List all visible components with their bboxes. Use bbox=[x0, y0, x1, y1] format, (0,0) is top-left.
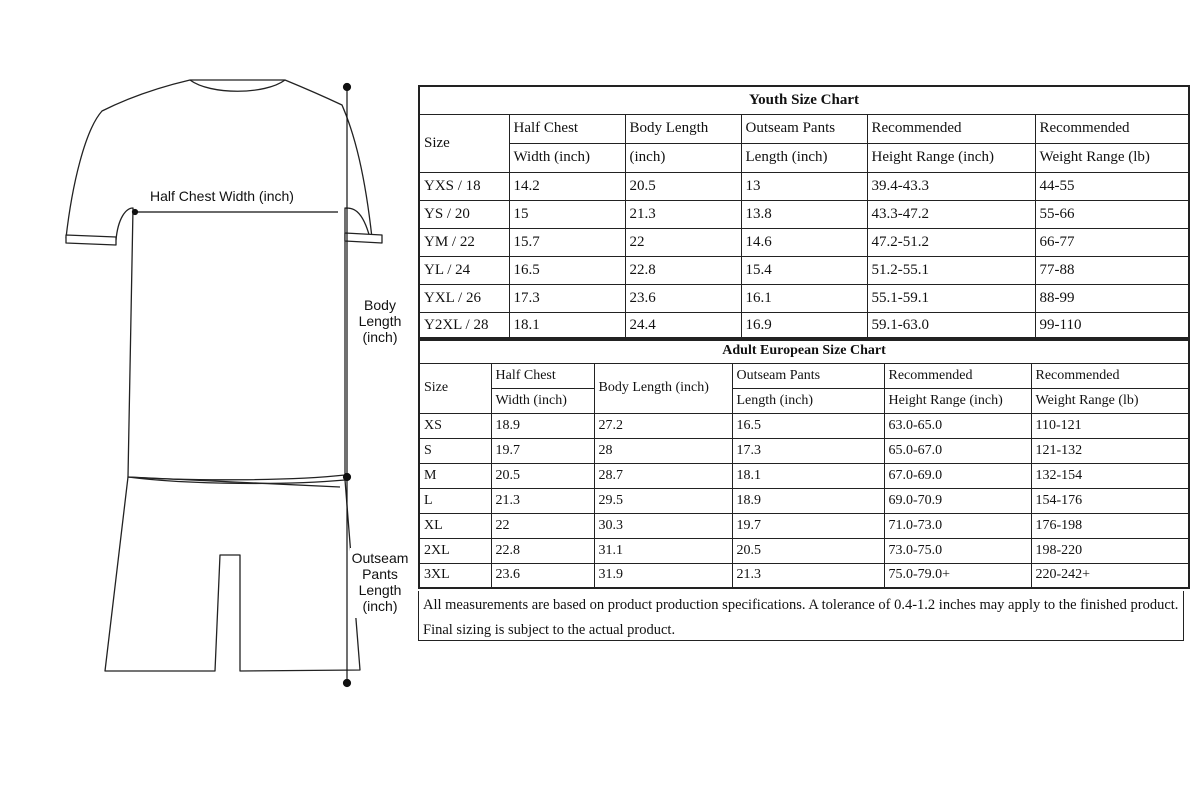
youth-cell: YXS / 18 bbox=[419, 172, 509, 200]
youth-title: Youth Size Chart bbox=[419, 86, 1189, 114]
youth-cell: 59.1-63.0 bbox=[867, 312, 1035, 340]
adult-cell: XS bbox=[419, 413, 491, 438]
youth-cell: 16.1 bbox=[741, 284, 867, 312]
right-cuff bbox=[345, 233, 382, 243]
adult-header-size: Size bbox=[419, 363, 491, 413]
youth-header-outseam-2: Length (inch) bbox=[741, 143, 867, 172]
adult-cell: 21.3 bbox=[491, 488, 594, 513]
adult-header-height-2: Height Range (inch) bbox=[884, 388, 1031, 413]
youth-header-size: Size bbox=[419, 114, 509, 172]
adult-cell: 19.7 bbox=[491, 438, 594, 463]
youth-header-weight-2: Weight Range (lb) bbox=[1035, 143, 1189, 172]
adult-cell: 198-220 bbox=[1031, 538, 1189, 563]
adult-cell: 20.5 bbox=[732, 538, 884, 563]
adult-cell: 75.0-79.0+ bbox=[884, 563, 1031, 588]
outseam-label-1: Outseam bbox=[351, 550, 409, 566]
adult-row bbox=[419, 413, 1189, 438]
adult-cell: 121-132 bbox=[1031, 438, 1189, 463]
adult-cell: 132-154 bbox=[1031, 463, 1189, 488]
adult-cell: 22.8 bbox=[491, 538, 594, 563]
adult-cell: XL bbox=[419, 513, 491, 538]
youth-cell: 88-99 bbox=[1035, 284, 1189, 312]
adult-cell: 23.6 bbox=[491, 563, 594, 588]
adult-cell: 65.0-67.0 bbox=[884, 438, 1031, 463]
youth-cell: YL / 24 bbox=[419, 256, 509, 284]
adult-size-table bbox=[418, 337, 1190, 589]
youth-cell: 17.3 bbox=[509, 284, 625, 312]
youth-row bbox=[419, 284, 1189, 312]
adult-cell: L bbox=[419, 488, 491, 513]
youth-header-body-length-1: Body Length bbox=[625, 114, 741, 143]
adult-cell: S bbox=[419, 438, 491, 463]
adult-cell: 31.9 bbox=[594, 563, 732, 588]
outseam-label-2: Pants bbox=[362, 566, 398, 582]
adult-cell: 69.0-70.9 bbox=[884, 488, 1031, 513]
youth-header-height-2: Height Range (inch) bbox=[867, 143, 1035, 172]
youth-cell: YS / 20 bbox=[419, 200, 509, 228]
adult-cell: 71.0-73.0 bbox=[884, 513, 1031, 538]
youth-cell: 15.4 bbox=[741, 256, 867, 284]
adult-cell: 67.0-69.0 bbox=[884, 463, 1031, 488]
outseam-label-3: Length bbox=[358, 582, 402, 598]
adult-cell: 28.7 bbox=[594, 463, 732, 488]
adult-cell: 16.5 bbox=[732, 413, 884, 438]
adult-cell: 110-121 bbox=[1031, 413, 1189, 438]
adult-cell: 27.2 bbox=[594, 413, 732, 438]
youth-row bbox=[419, 200, 1189, 228]
adult-cell: 176-198 bbox=[1031, 513, 1189, 538]
youth-cell: YM / 22 bbox=[419, 228, 509, 256]
adult-cell: 154-176 bbox=[1031, 488, 1189, 513]
youth-cell: 51.2-55.1 bbox=[867, 256, 1035, 284]
youth-row bbox=[419, 312, 1189, 340]
youth-cell: 18.1 bbox=[509, 312, 625, 340]
youth-row bbox=[419, 256, 1189, 284]
youth-header-half-chest-2: Width (inch) bbox=[509, 143, 625, 172]
adult-table-body bbox=[419, 413, 1189, 588]
youth-cell: YXL / 26 bbox=[419, 284, 509, 312]
measurement-note: All measurements are based on product production specifications. A tolerance of 0.4-1.2 inches may apply to the finished product. Final sizing is subject to the actual product. bbox=[418, 591, 1184, 641]
outseam-label-4: (inch) bbox=[362, 598, 398, 614]
adult-cell: 21.3 bbox=[732, 563, 884, 588]
shirt-outline bbox=[66, 80, 372, 480]
youth-cell: 22 bbox=[625, 228, 741, 256]
adult-row bbox=[419, 488, 1189, 513]
shorts-outline bbox=[105, 477, 360, 671]
youth-header-body-length-2: (inch) bbox=[625, 143, 741, 172]
youth-cell: 77-88 bbox=[1035, 256, 1189, 284]
youth-header-half-chest-1: Half Chest bbox=[509, 114, 625, 143]
youth-cell: 66-77 bbox=[1035, 228, 1189, 256]
youth-cell: 16.5 bbox=[509, 256, 625, 284]
adult-cell: 220-242+ bbox=[1031, 563, 1189, 588]
adult-row bbox=[419, 513, 1189, 538]
adult-cell: 18.9 bbox=[732, 488, 884, 513]
adult-cell: 18.9 bbox=[491, 413, 594, 438]
half-chest-label: Half Chest Width (inch) bbox=[150, 188, 294, 204]
adult-cell: 31.1 bbox=[594, 538, 732, 563]
adult-cell: 3XL bbox=[419, 563, 491, 588]
adult-row bbox=[419, 538, 1189, 563]
youth-header-weight-1: Recommended bbox=[1035, 114, 1189, 143]
youth-cell: 21.3 bbox=[625, 200, 741, 228]
youth-cell: 55-66 bbox=[1035, 200, 1189, 228]
adult-header-weight-1: Recommended bbox=[1031, 363, 1189, 388]
youth-table-body bbox=[419, 172, 1189, 340]
youth-cell: 22.8 bbox=[625, 256, 741, 284]
adult-header-height-1: Recommended bbox=[884, 363, 1031, 388]
youth-cell: 14.6 bbox=[741, 228, 867, 256]
youth-cell: 14.2 bbox=[509, 172, 625, 200]
youth-cell: 16.9 bbox=[741, 312, 867, 340]
youth-cell: Y2XL / 28 bbox=[419, 312, 509, 340]
garment-diagram bbox=[40, 75, 420, 725]
youth-cell: 24.4 bbox=[625, 312, 741, 340]
adult-cell: 30.3 bbox=[594, 513, 732, 538]
youth-cell: 13.8 bbox=[741, 200, 867, 228]
adult-cell: 73.0-75.0 bbox=[884, 538, 1031, 563]
adult-header-half-chest-2: Width (inch) bbox=[491, 388, 594, 413]
adult-cell: 28 bbox=[594, 438, 732, 463]
adult-cell: 20.5 bbox=[491, 463, 594, 488]
adult-cell: 19.7 bbox=[732, 513, 884, 538]
adult-header-body-length: Body Length (inch) bbox=[594, 363, 732, 413]
youth-size-table bbox=[418, 85, 1190, 341]
adult-cell: 17.3 bbox=[732, 438, 884, 463]
left-cuff bbox=[66, 235, 116, 245]
adult-cell: 2XL bbox=[419, 538, 491, 563]
youth-cell: 55.1-59.1 bbox=[867, 284, 1035, 312]
adult-title: Adult European Size Chart bbox=[419, 338, 1189, 363]
youth-cell: 13 bbox=[741, 172, 867, 200]
adult-cell: 29.5 bbox=[594, 488, 732, 513]
body-length-label-1: Body bbox=[364, 297, 396, 313]
adult-cell: 18.1 bbox=[732, 463, 884, 488]
adult-cell: 63.0-65.0 bbox=[884, 413, 1031, 438]
youth-cell: 99-110 bbox=[1035, 312, 1189, 340]
adult-row bbox=[419, 563, 1189, 588]
youth-cell: 43.3-47.2 bbox=[867, 200, 1035, 228]
youth-cell: 39.4-43.3 bbox=[867, 172, 1035, 200]
youth-cell: 47.2-51.2 bbox=[867, 228, 1035, 256]
youth-cell: 15.7 bbox=[509, 228, 625, 256]
adult-cell: 22 bbox=[491, 513, 594, 538]
adult-header-half-chest-1: Half Chest bbox=[491, 363, 594, 388]
youth-cell: 23.6 bbox=[625, 284, 741, 312]
adult-row bbox=[419, 438, 1189, 463]
adult-header-outseam-2: Length (inch) bbox=[732, 388, 884, 413]
body-length-label-3: (inch) bbox=[362, 329, 398, 345]
adult-header-weight-2: Weight Range (lb) bbox=[1031, 388, 1189, 413]
youth-header-height-1: Recommended bbox=[867, 114, 1035, 143]
adult-cell: M bbox=[419, 463, 491, 488]
youth-header-outseam-1: Outseam Pants bbox=[741, 114, 867, 143]
youth-cell: 44-55 bbox=[1035, 172, 1189, 200]
youth-cell: 20.5 bbox=[625, 172, 741, 200]
body-length-label-2: Length bbox=[358, 313, 402, 329]
youth-row bbox=[419, 228, 1189, 256]
youth-row bbox=[419, 172, 1189, 200]
youth-cell: 15 bbox=[509, 200, 625, 228]
adult-header-outseam-1: Outseam Pants bbox=[732, 363, 884, 388]
adult-row bbox=[419, 463, 1189, 488]
